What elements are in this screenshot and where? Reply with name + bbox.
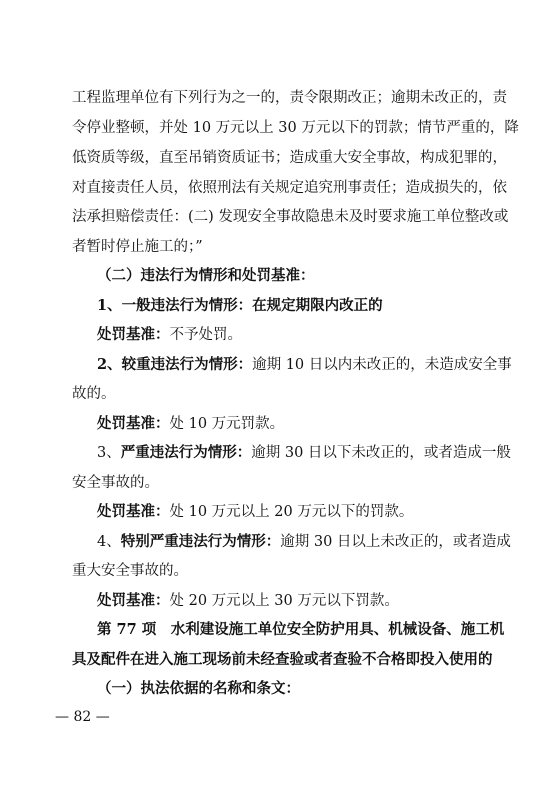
penalty-label: 处罚基准： [97, 326, 170, 343]
case-number: 3、 [97, 445, 121, 461]
body-text-line: 对直接责任人员，依照刑法有关规定追究刑事责任；造成损失的，依 [72, 180, 507, 196]
case-2-penalty [97, 414, 490, 434]
case-1-penalty [97, 325, 490, 345]
item-77-title-cont: 具及配件在进入施工现场前未经查验或者查验不合格即投入使用的 [72, 651, 493, 668]
penalty-label: 处罚基准： [97, 503, 170, 520]
case-4-penalty [97, 591, 490, 611]
case-1-lead: 1、一般违法行为情形：在规定期限内改正的 [97, 297, 383, 314]
section-heading-violations: （二）违法行为情形和处罚基准： [97, 268, 315, 284]
section-heading-legal-basis: （一）执法依据的名称和条文： [97, 681, 300, 697]
case-number: 4、 [97, 534, 121, 550]
case-lead: 严重违法行为情形： [120, 444, 252, 461]
case-text: 逾期 10 日以内未改正的，未造成安全事 [252, 357, 512, 373]
case-4-line-cont: 重大安全事故的。 [72, 563, 188, 579]
case-3-line-cont: 安全事故的。 [72, 475, 159, 491]
case-text: 逾期 30 日以上未改正的，或者造成 [280, 534, 511, 550]
body-text-line: 者暂时停止施工的；” [72, 239, 203, 255]
penalty-text: 处 10 万元以上 20 万元以下的罚款。 [169, 504, 414, 520]
case-3-penalty [97, 502, 490, 522]
case-4-line [97, 532, 511, 552]
penalty-text: 处 10 万元罚款。 [169, 416, 285, 432]
body-text-line: 工程监理单位有下列行为之一的，责令限期改正；逾期未改正的，责 [72, 90, 507, 106]
penalty-text: 不予处罚。 [169, 327, 242, 343]
body-text-line: 法承担赔偿责任：(二) 发现安全事故隐患未及时要求施工单位整改或 [72, 209, 509, 225]
case-lead: 特别严重违法行为情形： [120, 533, 281, 550]
case-3-line [97, 443, 511, 463]
case-2-line-cont: 故的。 [72, 386, 116, 402]
penalty-text: 处 20 万元以上 30 万元以下罚款。 [169, 593, 399, 609]
item-77-title: 第 77 项 水利建设施工单位安全防护用具、机械设备、施工机 [97, 621, 505, 638]
body-text-line: 低资质等级，直至吊销资质证书；造成重大安全事故，构成犯罪的， [72, 150, 507, 166]
case-lead: 2、较重违法行为情形： [97, 356, 253, 373]
penalty-label: 处罚基准： [97, 415, 170, 432]
penalty-label: 处罚基准： [97, 592, 170, 609]
page-number: — 82 — [55, 709, 110, 725]
body-text-line: 令停业整顿，并处 10 万元以上 30 万元以下的罚款；情节严重的，降 [72, 120, 519, 136]
case-text: 逾期 30 日以下未改正的，或者造成一般 [251, 445, 511, 461]
case-2-line [97, 355, 512, 375]
